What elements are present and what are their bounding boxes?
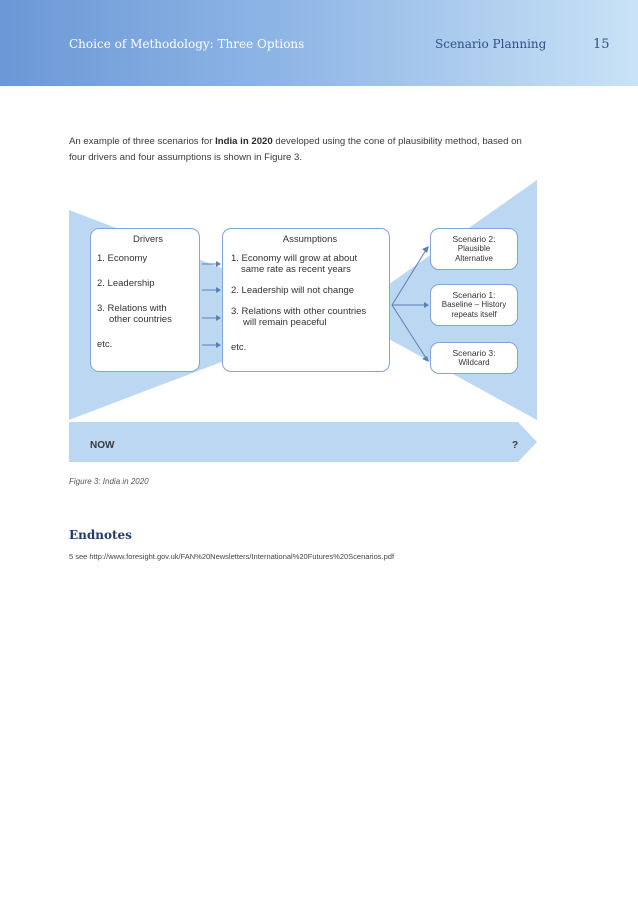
drivers-title: Drivers [132,234,164,245]
assumption-item: etc. [231,342,247,353]
scenario-3-box [430,342,518,374]
figure-caption: Figure 3: India in 2020 [69,477,149,486]
header-section: Scenario Planning [435,37,547,51]
scenario-title: Scenario 1: [452,290,496,300]
page-number: 15 [593,37,610,52]
intro-text-1: An example of three scenarios for [69,136,216,147]
endnotes-heading: Endnotes [69,528,132,542]
scenario-2-box [430,228,518,270]
driver-item: etc. [97,339,113,350]
timeline-end-label: ? [512,440,519,451]
scenario-title: Scenario 3: [452,348,496,358]
header-title: Choice of Methodology: Three Options [69,37,305,51]
assumption-item: 3. Relations with other countries [231,306,367,317]
driver-item: other countries [109,314,172,325]
scenario-line: Plausible [457,244,491,253]
intro-bold: India in 2020 [215,136,273,147]
scenario-line: Wildcard [458,358,490,367]
driver-item: 3. Relations with [97,303,167,314]
assumptions-title: Assumptions [282,234,338,245]
drivers-box [90,228,200,372]
intro-text-2: developed using the cone of plausibility method, based on four drivers and four assumptions is shown in Figure 3. [69,136,522,163]
intro-paragraph [69,134,539,166]
scenario-line: Baseline – History [441,300,507,309]
scenario-title: Scenario 2: [452,234,496,244]
assumption-item: will remain peaceful [243,317,327,328]
timeline-now-label: NOW [90,440,115,451]
assumptions-box [222,228,390,372]
timeline-arrow [69,422,537,462]
assumption-item: 2. Leadership will not change [231,285,355,296]
figure-3 [0,180,638,480]
assumption-item: same rate as recent years [241,264,351,275]
assumption-item: 1. Economy will grow at about [231,253,358,264]
page-header [0,0,638,86]
scenario-line: repeats itself [451,310,497,319]
endnote-link[interactable]: 5 see http://www.foresight.gov.uk/FAN%20Newsletters/International%20Futures%20Scenarios.pdf [69,552,395,561]
scenario-line: Alternative [455,254,493,263]
scenario-1-box [430,284,518,326]
driver-item: 2. Leadership [97,278,155,289]
driver-item: 1. Economy [97,253,148,264]
